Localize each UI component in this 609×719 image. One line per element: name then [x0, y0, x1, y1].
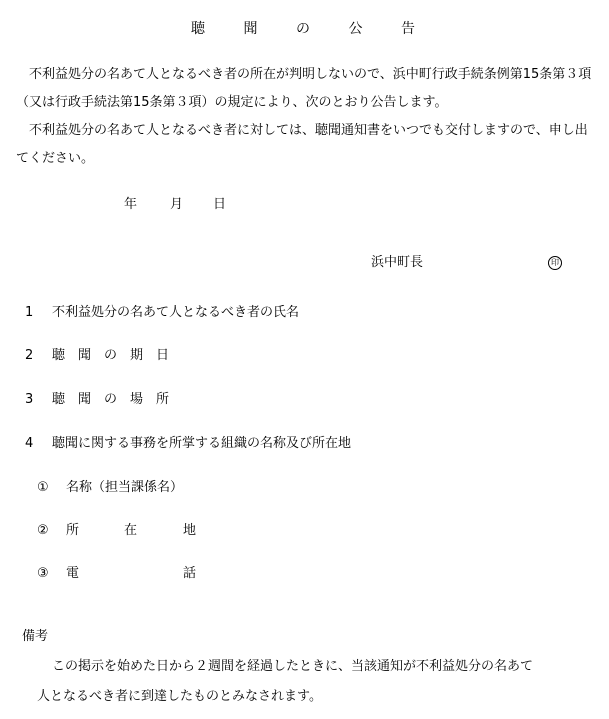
item-label: 不利益処分の名あて人となるべき者の氏名 — [52, 305, 300, 320]
title-char: 聴 — [191, 21, 205, 37]
date-month: 月 — [170, 197, 184, 212]
item-number: 1 — [25, 305, 34, 320]
item-number: 3 — [25, 392, 34, 407]
subitem-char: 在 — [124, 523, 138, 538]
subitem-label: 名称（担当課係名） — [66, 480, 184, 495]
subitem-mark: ② — [37, 523, 49, 538]
issuer-name: 浜中町長 — [371, 255, 424, 270]
item-label: 聴 聞 の 期 日 — [52, 348, 170, 363]
notice-paragraph-1: 不利益処分の名あて人となるべき者の所在が判明しないので、浜中町行政手続条例第15条第３項（又は行政手続法第15条第３項）の規定により、次のとおり公告します。 — [16, 67, 592, 110]
title-char: 公 — [348, 21, 363, 37]
remarks-line: 人となるべき者に到達したものとみなされます。 — [37, 689, 322, 704]
date-day: 日 — [213, 197, 227, 212]
page-title — [191, 22, 415, 36]
remarks-line: この掲示を始めた日から２週間を経過したときに、当該通知が不利益処分の名あて — [52, 659, 534, 674]
subitem-char: 電 — [66, 566, 80, 581]
notice-paragraph-2: 不利益処分の名あて人となるべき者に対しては、聴聞通知書をいつでも交付しますので、申し出てください。 — [16, 123, 588, 166]
subitem-char: 地 — [183, 523, 197, 538]
seal-icon: 印 — [548, 256, 562, 270]
item-number: 2 — [25, 348, 34, 363]
subitem-mark: ① — [37, 480, 49, 495]
title-char: の — [296, 21, 310, 37]
title-char: 告 — [401, 21, 415, 37]
item-label: 聴 聞 の 場 所 — [52, 392, 170, 407]
item-number: 4 — [25, 436, 34, 451]
title-char: 聞 — [243, 21, 258, 37]
item-label: 聴聞に関する事務を所掌する組織の名称及び所在地 — [52, 436, 352, 451]
remarks-heading: 備考 — [22, 629, 49, 644]
subitem-mark: ③ — [37, 566, 49, 581]
seal-mark — [548, 255, 562, 270]
subitem-char: 所 — [66, 523, 80, 538]
subitem-char: 話 — [183, 566, 197, 581]
date-year: 年 — [124, 197, 138, 212]
